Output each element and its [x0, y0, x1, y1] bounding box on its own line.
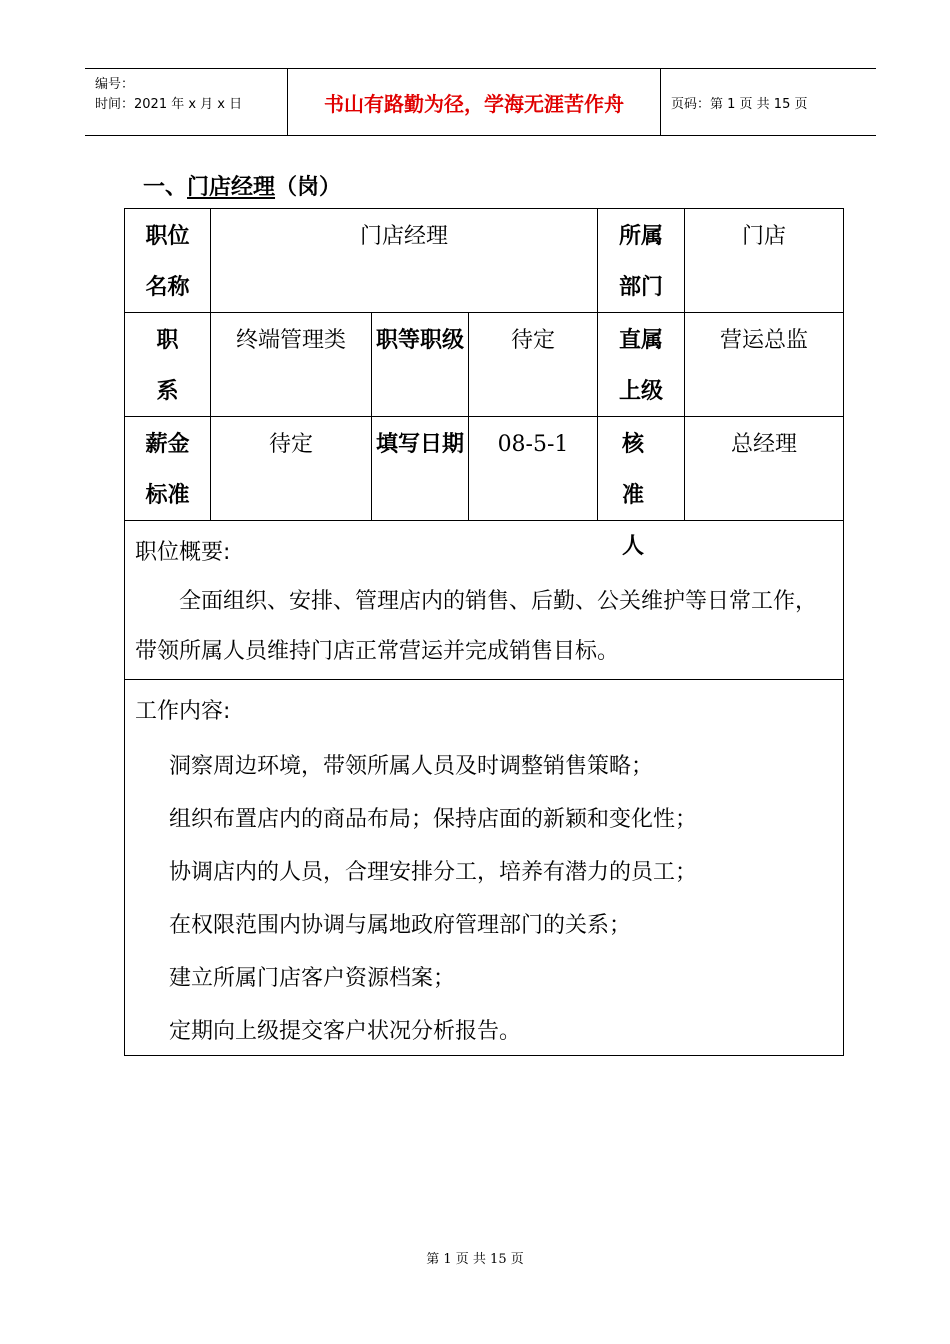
- summary-section: [125, 521, 844, 680]
- department-label: 所属部门: [598, 209, 685, 313]
- table-row: [125, 313, 844, 417]
- summary-heading: 职位概要:: [135, 540, 231, 565]
- list-item: 协调店内的人员，合理安排分工，培养有潜力的员工；: [169, 860, 698, 885]
- table-row: [125, 521, 844, 680]
- page-footer: 第 1 页 共 15 页: [426, 1252, 524, 1267]
- doc-code: 编号：: [95, 77, 135, 92]
- salary-label: 薪金标准: [125, 417, 211, 521]
- list-item: 定期向上级提交客户状况分析报告。: [169, 1019, 522, 1044]
- duties-heading: 工作内容:: [135, 699, 231, 724]
- table-row: [125, 209, 844, 313]
- page-header: [85, 68, 876, 136]
- header-meta: [85, 69, 288, 135]
- table-row: [125, 417, 844, 521]
- summary-text: 全面组织、安排、管理店内的销售、后勤、公关维护等日常工作，带领所属人员维持门店正常营运并完成销售目标。: [135, 589, 818, 664]
- duties-section: [125, 680, 844, 1056]
- position-name-value: 门店经理: [211, 209, 598, 313]
- supervisor-label: 直属上级: [598, 313, 685, 417]
- fill-date-value: 08-5-1: [469, 417, 598, 521]
- fill-date-label: 填写日期: [372, 417, 469, 521]
- doc-time: 时间：2021 年 x 月 x 日: [95, 97, 243, 112]
- job-description-table: [124, 208, 844, 1056]
- job-family-value: 终端管理类: [211, 313, 372, 417]
- list-item: 建立所属门店客户资源档案；: [169, 966, 456, 991]
- grade-label: 职等职级: [372, 313, 469, 417]
- list-item: 洞察周边环境，带领所属人员及时调整销售策略；: [169, 754, 654, 779]
- approver-label: 核准人: [598, 417, 685, 521]
- department-value: 门店: [685, 209, 844, 313]
- job-family-label: 职系: [125, 313, 211, 417]
- position-name-label: 职位名称: [125, 209, 211, 313]
- header-motto: 书山有路勤为径，学海无涯苦作舟: [288, 69, 661, 135]
- grade-value: 待定: [469, 313, 598, 417]
- salary-value: 待定: [211, 417, 372, 521]
- section-title-suffix: （岗）: [275, 175, 342, 200]
- section-title-prefix: 一、: [143, 175, 188, 200]
- supervisor-value: 营运总监: [685, 313, 844, 417]
- list-item: 在权限范围内协调与属地政府管理部门的关系；: [169, 913, 632, 938]
- table-row: [125, 680, 844, 1056]
- list-item: 组织布置店内的商品布局；保持店面的新颖和变化性；: [169, 807, 698, 832]
- approver-value: 总经理: [685, 417, 844, 521]
- section-title-main: 门店经理: [187, 175, 276, 200]
- section-title: [143, 170, 341, 201]
- header-page-info: 页码：第 1 页 共 15 页: [671, 96, 808, 112]
